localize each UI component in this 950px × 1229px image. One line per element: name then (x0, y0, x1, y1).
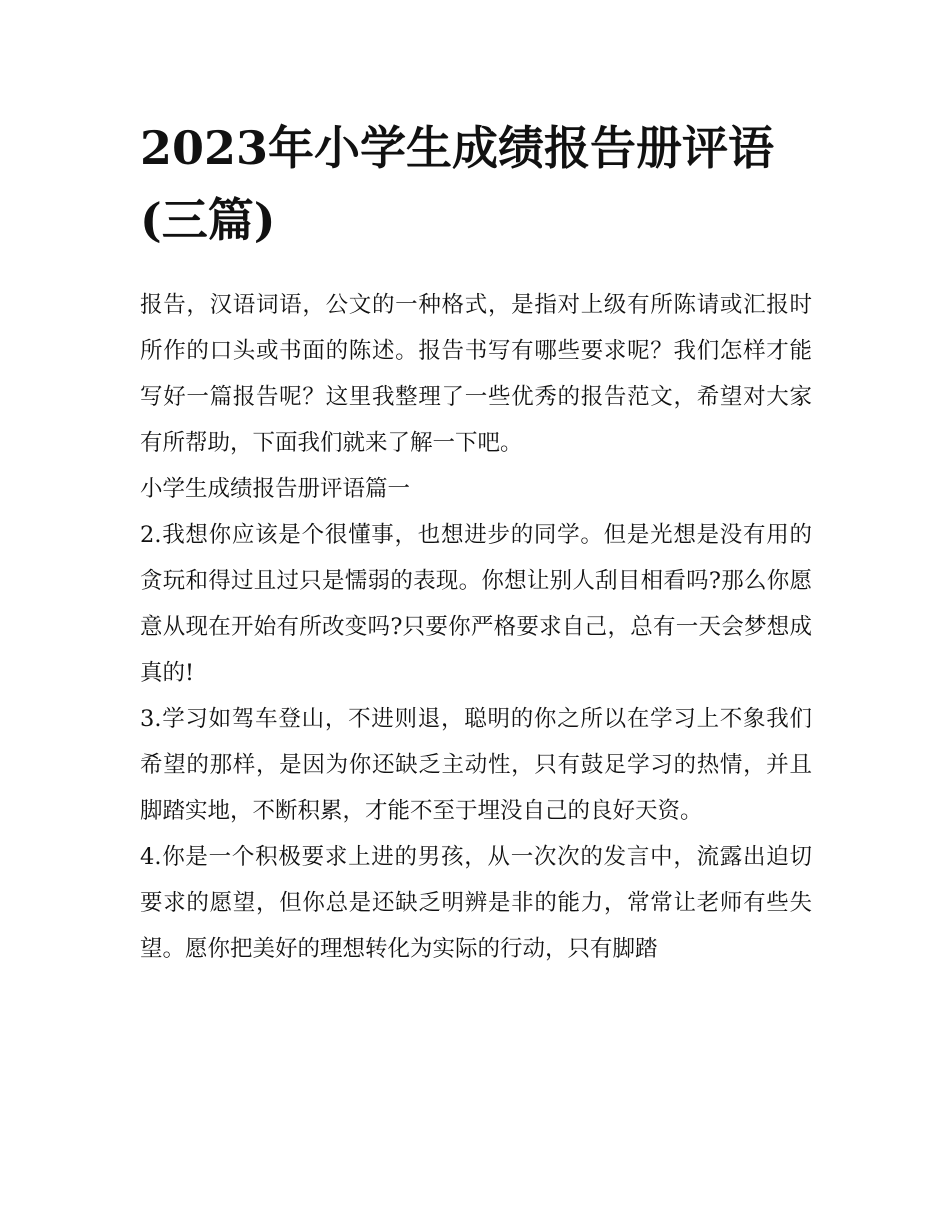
intro-paragraph: 报告，汉语词语，公文的一种格式，是指对上级有所陈请或汇报时所作的口头或书面的陈述。报告书写有哪些要求呢？我们怎样才能写好一篇报告呢？这里我整理了一些优秀的报告范文，希望对大家有所帮助，下面我们就来了解一下吧。 (140, 292, 812, 456)
comment-paragraph-3: 3.学习如驾车登山，不进则退，聪明的你之所以在学习上不象我们希望的那样，是因为你还缺乏主动性，只有鼓足学习的热情，并且脚踏实地，不断积累，才能不至于埋没自己的良好天资。 (140, 706, 812, 824)
comment-paragraph-2: 2.我想你应该是个很懂事，也想进步的同学。但是光想是没有用的贪玩和得过且过只是懦弱的表现。你想让别人刮目相看吗?那么你愿意从现在开始有所改变吗?只要你严格要求自己，总有一天会梦想成真的! (140, 522, 812, 686)
section-heading: 小学生成绩报告册评语篇一 (140, 476, 411, 502)
document-body (140, 282, 812, 972)
document-title: 2023年小学生成绩报告册评语(三篇) (140, 121, 775, 247)
comment-paragraph-4: 4.你是一个积极要求上进的男孩，从一次次的发言中，流露出迫切要求的愿望，但你总是还缺乏明辨是非的能力，常常让老师有些失望。愿你把美好的理想转化为实际的行动，只有脚踏 (140, 844, 812, 962)
